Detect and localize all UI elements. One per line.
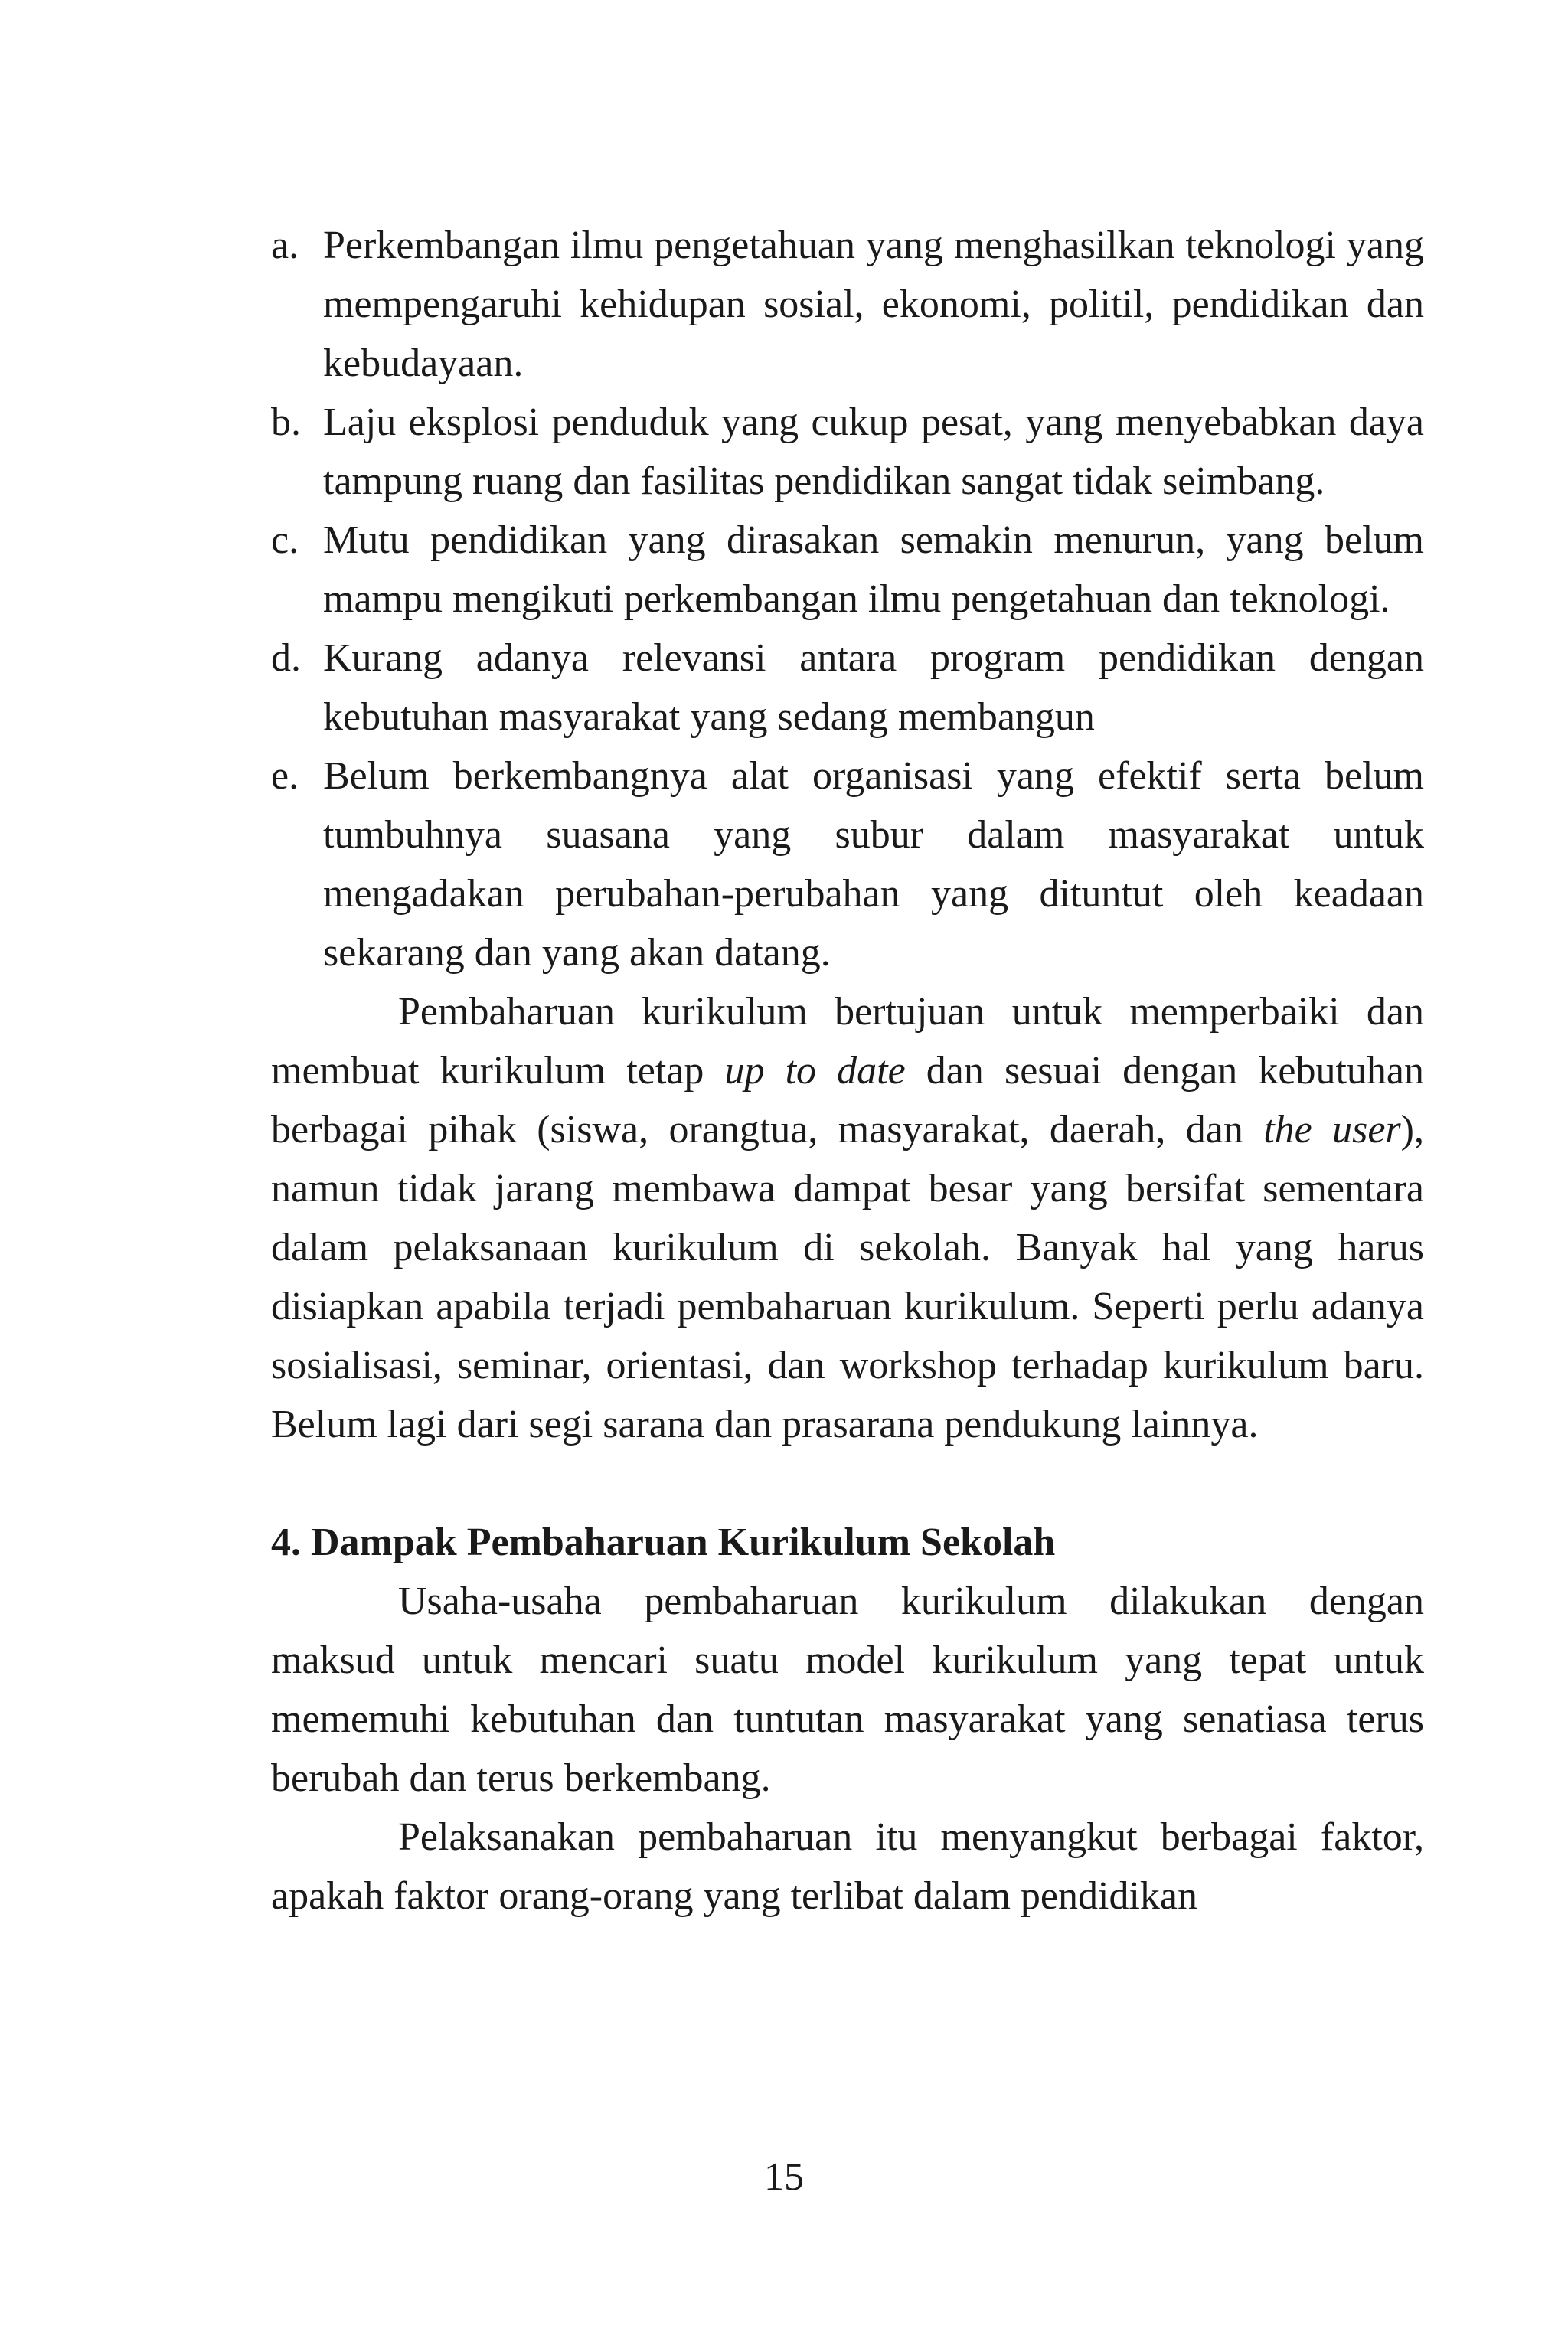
list-item-text: Belum berkembangnya alat organisasi yang efektif serta belum tumbuhnya suasana yang subur dalam masyarakat untuk mengadakan perubahan-perubahan yang dituntut oleh keadaan sekarang dan yang akan datang. [323,754,1424,975]
body-paragraph-1 [271,982,1424,1454]
list-marker: c. [271,518,299,562]
italic-term: up to date [724,1049,906,1093]
page-number: 15 [764,2155,804,2199]
list-marker: a. [271,224,299,267]
list-item-b [271,393,1424,511]
list-item-a [271,216,1424,393]
list-item-d [271,629,1424,746]
list-item-text: Mutu pendidikan yang dirasakan semakin menurun, yang belum mampu mengikuti perkembangan ilmu pengetahuan dan teknologi. [323,518,1424,621]
list-item-text: Kurang adanya relevansi antara program pendidikan dengan kebutuhan masyarakat yang sedang membangun [323,636,1424,739]
list-marker: b. [271,400,301,444]
body-paragraph-2: Usaha-usaha pembaharuan kurikulum dilakukan dengan maksud untuk mencari suatu model kurikulum yang tepat untuk mememuhi kebutuhan dan tuntutan masyarakat yang senatiasa terus berubah dan terus berkembang. [271,1579,1424,1800]
list-item-text: Laju eksplosi penduduk yang cukup pesat, yang menyebabkan daya tampung ruang dan fasilitas pendidikan sangat tidak seimbang. [323,400,1424,503]
paragraph-text: ), namun tidak jarang membawa dampat besar yang bersifat sementara dalam pelaksanaan kurikulum di sekolah. Banyak hal yang harus disiapkan apabila terjadi pembaharuan kurikulum. Seperti perlu adanya sosialisasi, seminar, orientasi, dan workshop terhadap kurikulum baru. Belum lagi dari segi sarana dan prasarana pendukung lainnya. [271,1108,1424,1446]
list-marker: e. [271,754,299,798]
paragraph-text: dan sesuai dengan kebutuhan berbagai pihak (siswa, orangtua, masyarakat, daerah, dan [271,1049,1424,1152]
paragraph-text: Pembaharuan kurikulum bertujuan untuk memperbaiki dan membuat kurikulum tetap [271,990,1424,1093]
italic-term: the user [1263,1108,1401,1152]
body-paragraph-3: Pelaksanakan pembaharuan itu menyangkut berbagai faktor, apakah faktor orang-orang yang terlibat dalam pendidikan [271,1815,1424,1918]
list-marker: d. [271,636,301,680]
page-content [271,216,1424,1926]
section-heading: 4. Dampak Pembaharuan Kurikulum Sekolah [271,1521,1056,1564]
list-item-e [271,746,1424,982]
list-item-c [271,511,1424,629]
list-item-text: Perkembangan ilmu pengetahuan yang menghasilkan teknologi yang mempengaruhi kehidupan sosial, ekonomi, politil, pendidikan dan kebudayaan. [323,224,1424,385]
